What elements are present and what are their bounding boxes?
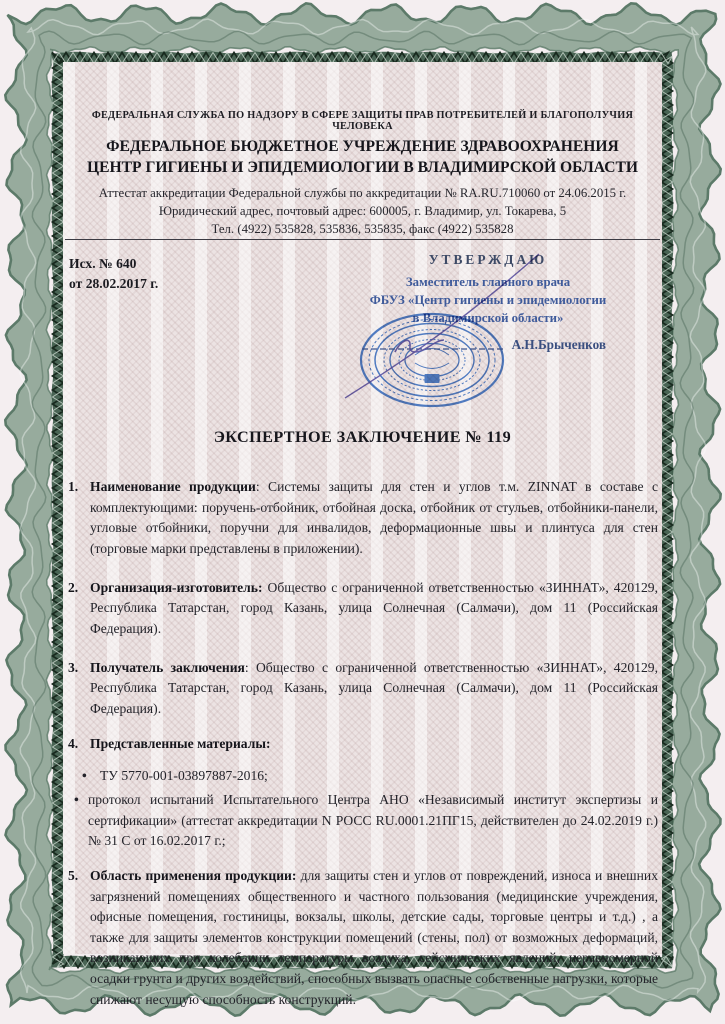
section-text: : Общество с ограниченной ответственностью «ЗИННАТ», 420129, Республика Татарстан, город Казань, улица Солнечная (Салмачи), дом 11 (Российская Федерация). — [90, 659, 658, 716]
section-product-name — [68, 477, 658, 560]
signer-name: А.Н.Брыченков — [511, 336, 606, 352]
section-label: Область применения продукции: — [90, 867, 297, 883]
materials-list — [68, 766, 658, 852]
approval-line1: Заместитель главного врача — [405, 275, 571, 289]
section-text: Общество с ограниченной ответственностью «ЗИННАТ», 420129, Республика Татарстан, город Казань, улица Солнечная (Салмачи), дом 11 (Российская Федерация). — [90, 579, 658, 636]
section-label: Организация-изготовитель: — [90, 579, 263, 595]
organization-name-line1: ФЕДЕРАЛЬНОЕ БЮДЖЕТНОЕ УЧРЕЖДЕНИЕ ЗДРАВООХРАНЕНИЯ — [106, 138, 619, 155]
section-materials — [68, 734, 658, 755]
section-label: Представленные материалы: — [90, 735, 271, 751]
certificate-body — [63, 62, 662, 1007]
outgoing-number-block — [69, 254, 158, 295]
approval-block — [318, 252, 658, 353]
outgoing-date: от 28.02.2017 г. — [69, 276, 159, 292]
section-label: Получатель заключения — [90, 659, 245, 675]
organization-name-line2: ЦЕНТР ГИГИЕНЫ И ЭПИДЕМИОЛОГИИ В ВЛАДИМИРСКОЙ ОБЛАСТИ — [86, 159, 639, 177]
approval-line2: ФБУЗ «Центр гигиены и эпидемиологии — [369, 292, 607, 307]
document-title: ЭКСПЕРТНОЕ ЗАКЛЮЧЕНИЕ № 119 — [213, 428, 512, 446]
outgoing-number: Исх. № 640 — [69, 256, 137, 271]
signature-row — [318, 337, 658, 353]
bullet-icon: • — [74, 791, 79, 807]
section-number: 1. — [68, 479, 79, 494]
header-divider — [65, 239, 660, 240]
material-text: протокол испытаний Испытательного Центра АНО «Независимый институт экспертизы и сертификации» (аттестат аккредитации N РОСС RU.0001.21ПГ15, действителен до 24.02.2019 г.) № 31 С от 16.02.2017 г.; — [88, 791, 658, 849]
agency-line: ФЕДЕРАЛЬНАЯ СЛУЖБА ПО НАДЗОРУ В СФЕРЕ ЗАЩИТЫ ПРАВ ПОТРЕБИТЕЛЕЙ И БЛАГОПОЛУЧИЯ ЧЕЛОВЕКА — [91, 110, 634, 132]
section-manufacturer — [68, 578, 658, 640]
section-recipient — [68, 658, 658, 720]
phone-line: Тел. (4922) 535828, 535836, 535835, факс (4922) 535828 — [211, 222, 514, 237]
list-item — [68, 790, 658, 852]
material-text: ТУ 5770-001-03897887-2016; — [100, 768, 268, 784]
bullet-icon: • — [82, 768, 87, 784]
list-item — [68, 766, 658, 787]
address-line: Юридический адрес, почтовый адрес: 600005, г. Владимир, ул. Токарева, 5 — [158, 204, 567, 219]
section-number: 3. — [68, 659, 79, 675]
approval-line3: в Владимирской области» — [412, 310, 564, 325]
organization-info — [63, 184, 662, 238]
section-text: : Системы защиты для стен и углов т.м. ZINNAT в составе с комплектующими: поручень-отбойник, отбойная доска, отбойник от стульев, отбойники-панели, угловые отбойники, поручни для инвалидов, деформационные швы и плинтуса для стен (торговые марки представлены в приложении). — [90, 479, 658, 556]
organization-name — [63, 136, 662, 178]
section-label: Наименование продукции — [90, 479, 256, 494]
accreditation-line: Аттестат аккредитации Федеральной службы по аккредитации № RA.RU.710060 от 24.06.2015 г. — [98, 186, 627, 200]
section-number: 2. — [68, 579, 79, 595]
section-number: 5. — [68, 867, 79, 883]
section-number: 4. — [68, 735, 79, 751]
sections-list — [68, 466, 658, 1010]
approval-label: УТВЕРЖДАЮ — [428, 252, 548, 267]
section-application-area — [68, 866, 658, 1011]
section-text: для защиты стен и углов от повреждений, износа и внешних загрязнений помещениях общественного и частного пользования (медицинские учреждения, офисные помещения, гостиницы, вокзалы, школы, детские сады, торговые центры и т.д.) , а также для защиты элементов конструкции помещений (стены, пол) от возможных деформаций, возникающих при колебании температуры воздуха, сейсмических явлений, неравномерной осадки грунта и других воздействий, способных вызвать опасные собственные нагрузки, которые снижают несущую способность конструкций. — [90, 867, 658, 1007]
